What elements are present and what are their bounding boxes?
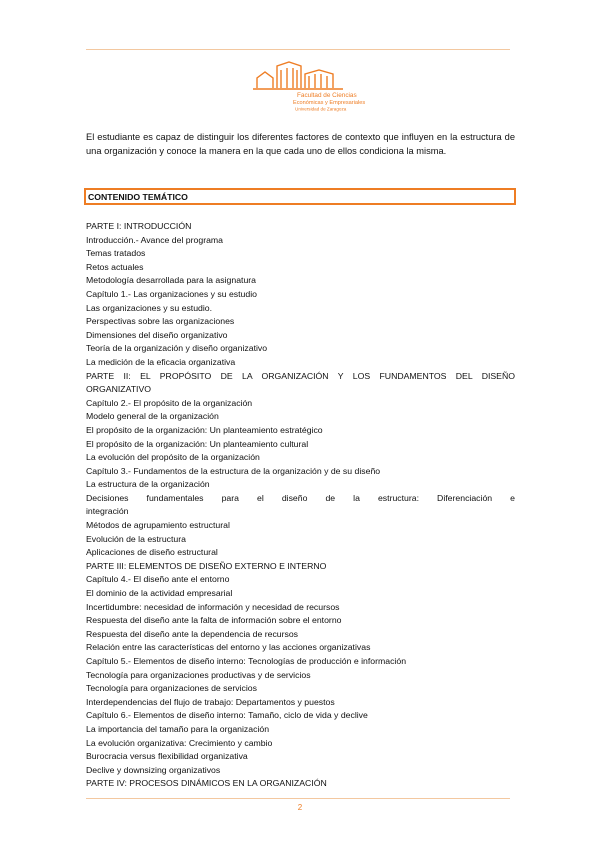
outline-line: ORGANIZATIVO — [86, 384, 151, 395]
outline-line: Introducción.- Avance del programa — [86, 234, 223, 245]
faculty-logo — [251, 60, 366, 114]
outline-line: Declive y downsizing organizativos — [86, 764, 221, 775]
outline-line: Retos actuales — [86, 261, 144, 272]
outline-line: Tecnología para organizaciones productivas y de servicios — [86, 669, 311, 680]
outline-line: Perspectivas sobre las organizaciones — [86, 316, 235, 327]
outline-line: La evolución organizativa: Crecimiento y cambio — [86, 737, 273, 748]
outline-line: Metodología desarrollada para la asignatura — [86, 275, 257, 286]
outline-line: Aplicaciones de diseño estructural — [86, 547, 218, 558]
section-title: CONTENIDO TEMÁTICO — [88, 192, 188, 202]
outline-line: Tecnología para organizaciones de servicios — [86, 683, 257, 694]
outline-line: Evolución de la estructura — [86, 533, 186, 544]
footer-rule — [86, 798, 510, 799]
outline-line: Capítulo 2.- El propósito de la organización — [86, 397, 253, 408]
outline-line: Temas tratados — [86, 248, 146, 259]
outline-line: PARTE III: ELEMENTOS DE DISEÑO EXTERNO E INTERNO — [86, 560, 327, 571]
outline-line: Capítulo 5.- Elementos de diseño interno: Tecnologías de producción e información — [86, 656, 407, 666]
outline-line: Capítulo 3.- Fundamentos de la estructura de la organización y de su diseño — [86, 465, 381, 476]
outline-line: PARTE IV: PROCESOS DINÁMICOS EN LA ORGANIZACIÓN — [86, 778, 327, 789]
outline-line: Relación entre las características del entorno y las acciones organizativas — [86, 642, 371, 653]
outline-line: Decisiones fundamentales para el diseño de la estructura: Diferenciación e — [86, 492, 515, 503]
outline-line: Capítulo 4.- El diseño ante el entorno — [86, 574, 230, 585]
outline-line: integración — [86, 506, 129, 517]
outline-line: Incertidumbre: necesidad de información y necesidad de recursos — [86, 601, 340, 612]
outline-line: Capítulo 6.- Elementos de diseño interno: Tamaño, ciclo de vida y declive — [86, 710, 368, 721]
outline-line: Métodos de agrupamiento estructural — [86, 520, 230, 531]
outline-line: El propósito de la organización: Un planteamiento cultural — [86, 438, 309, 449]
syllabus-outline — [86, 220, 515, 791]
header-rule — [86, 49, 510, 50]
logo-line-1: Facultad de Ciencias — [297, 92, 357, 99]
outline-line: PARTE I: INTRODUCCIÓN — [86, 221, 192, 231]
outline-line: Respuesta del diseño ante la dependencia de recursos — [86, 628, 299, 639]
outline-line: Interdependencias del flujo de trabajo: Departamentos y puestos — [86, 696, 335, 707]
outline-line: La medición de la eficacia organizativa — [86, 356, 236, 367]
outline-line: El propósito de la organización: Un planteamiento estratégico — [86, 424, 323, 435]
logo-line-2: Económicas y Empresariales — [293, 100, 366, 106]
section-header-box — [84, 188, 516, 205]
outline-line: Las organizaciones y su estudio. — [86, 302, 213, 313]
logo-line-3: Universidad de Zaragoza — [295, 106, 347, 112]
outline-line: PARTE II: EL PROPÓSITO DE LA ORGANIZACIÓN Y LOS FUNDAMENTOS DEL DISEÑO — [86, 370, 515, 381]
intro-paragraph: El estudiante es capaz de distinguir los diferentes factores de contexto que influyen en la estructura de una organización y conoce la manera en la que cada uno de ellos condiciona la misma. — [86, 132, 515, 157]
outline-line: Modelo general de la organización — [86, 411, 219, 422]
outline-line: La estructura de la organización — [86, 479, 210, 490]
page-number: 2 — [297, 803, 303, 812]
outline-line: Capítulo 1.- Las organizaciones y su estudio — [86, 288, 257, 299]
outline-line: Burocracia versus flexibilidad organizativa — [86, 751, 248, 762]
outline-line: La importancia del tamaño para la organización — [86, 723, 270, 734]
outline-line: Teoría de la organización y diseño organizativo — [86, 343, 268, 354]
outline-line: El dominio de la actividad empresarial — [86, 588, 233, 599]
outline-line: La evolución del propósito de la organización — [86, 452, 260, 463]
outline-line: Dimensiones del diseño organizativo — [86, 329, 228, 340]
outline-line: Respuesta del diseño ante la falta de información sobre el entorno — [86, 615, 342, 626]
